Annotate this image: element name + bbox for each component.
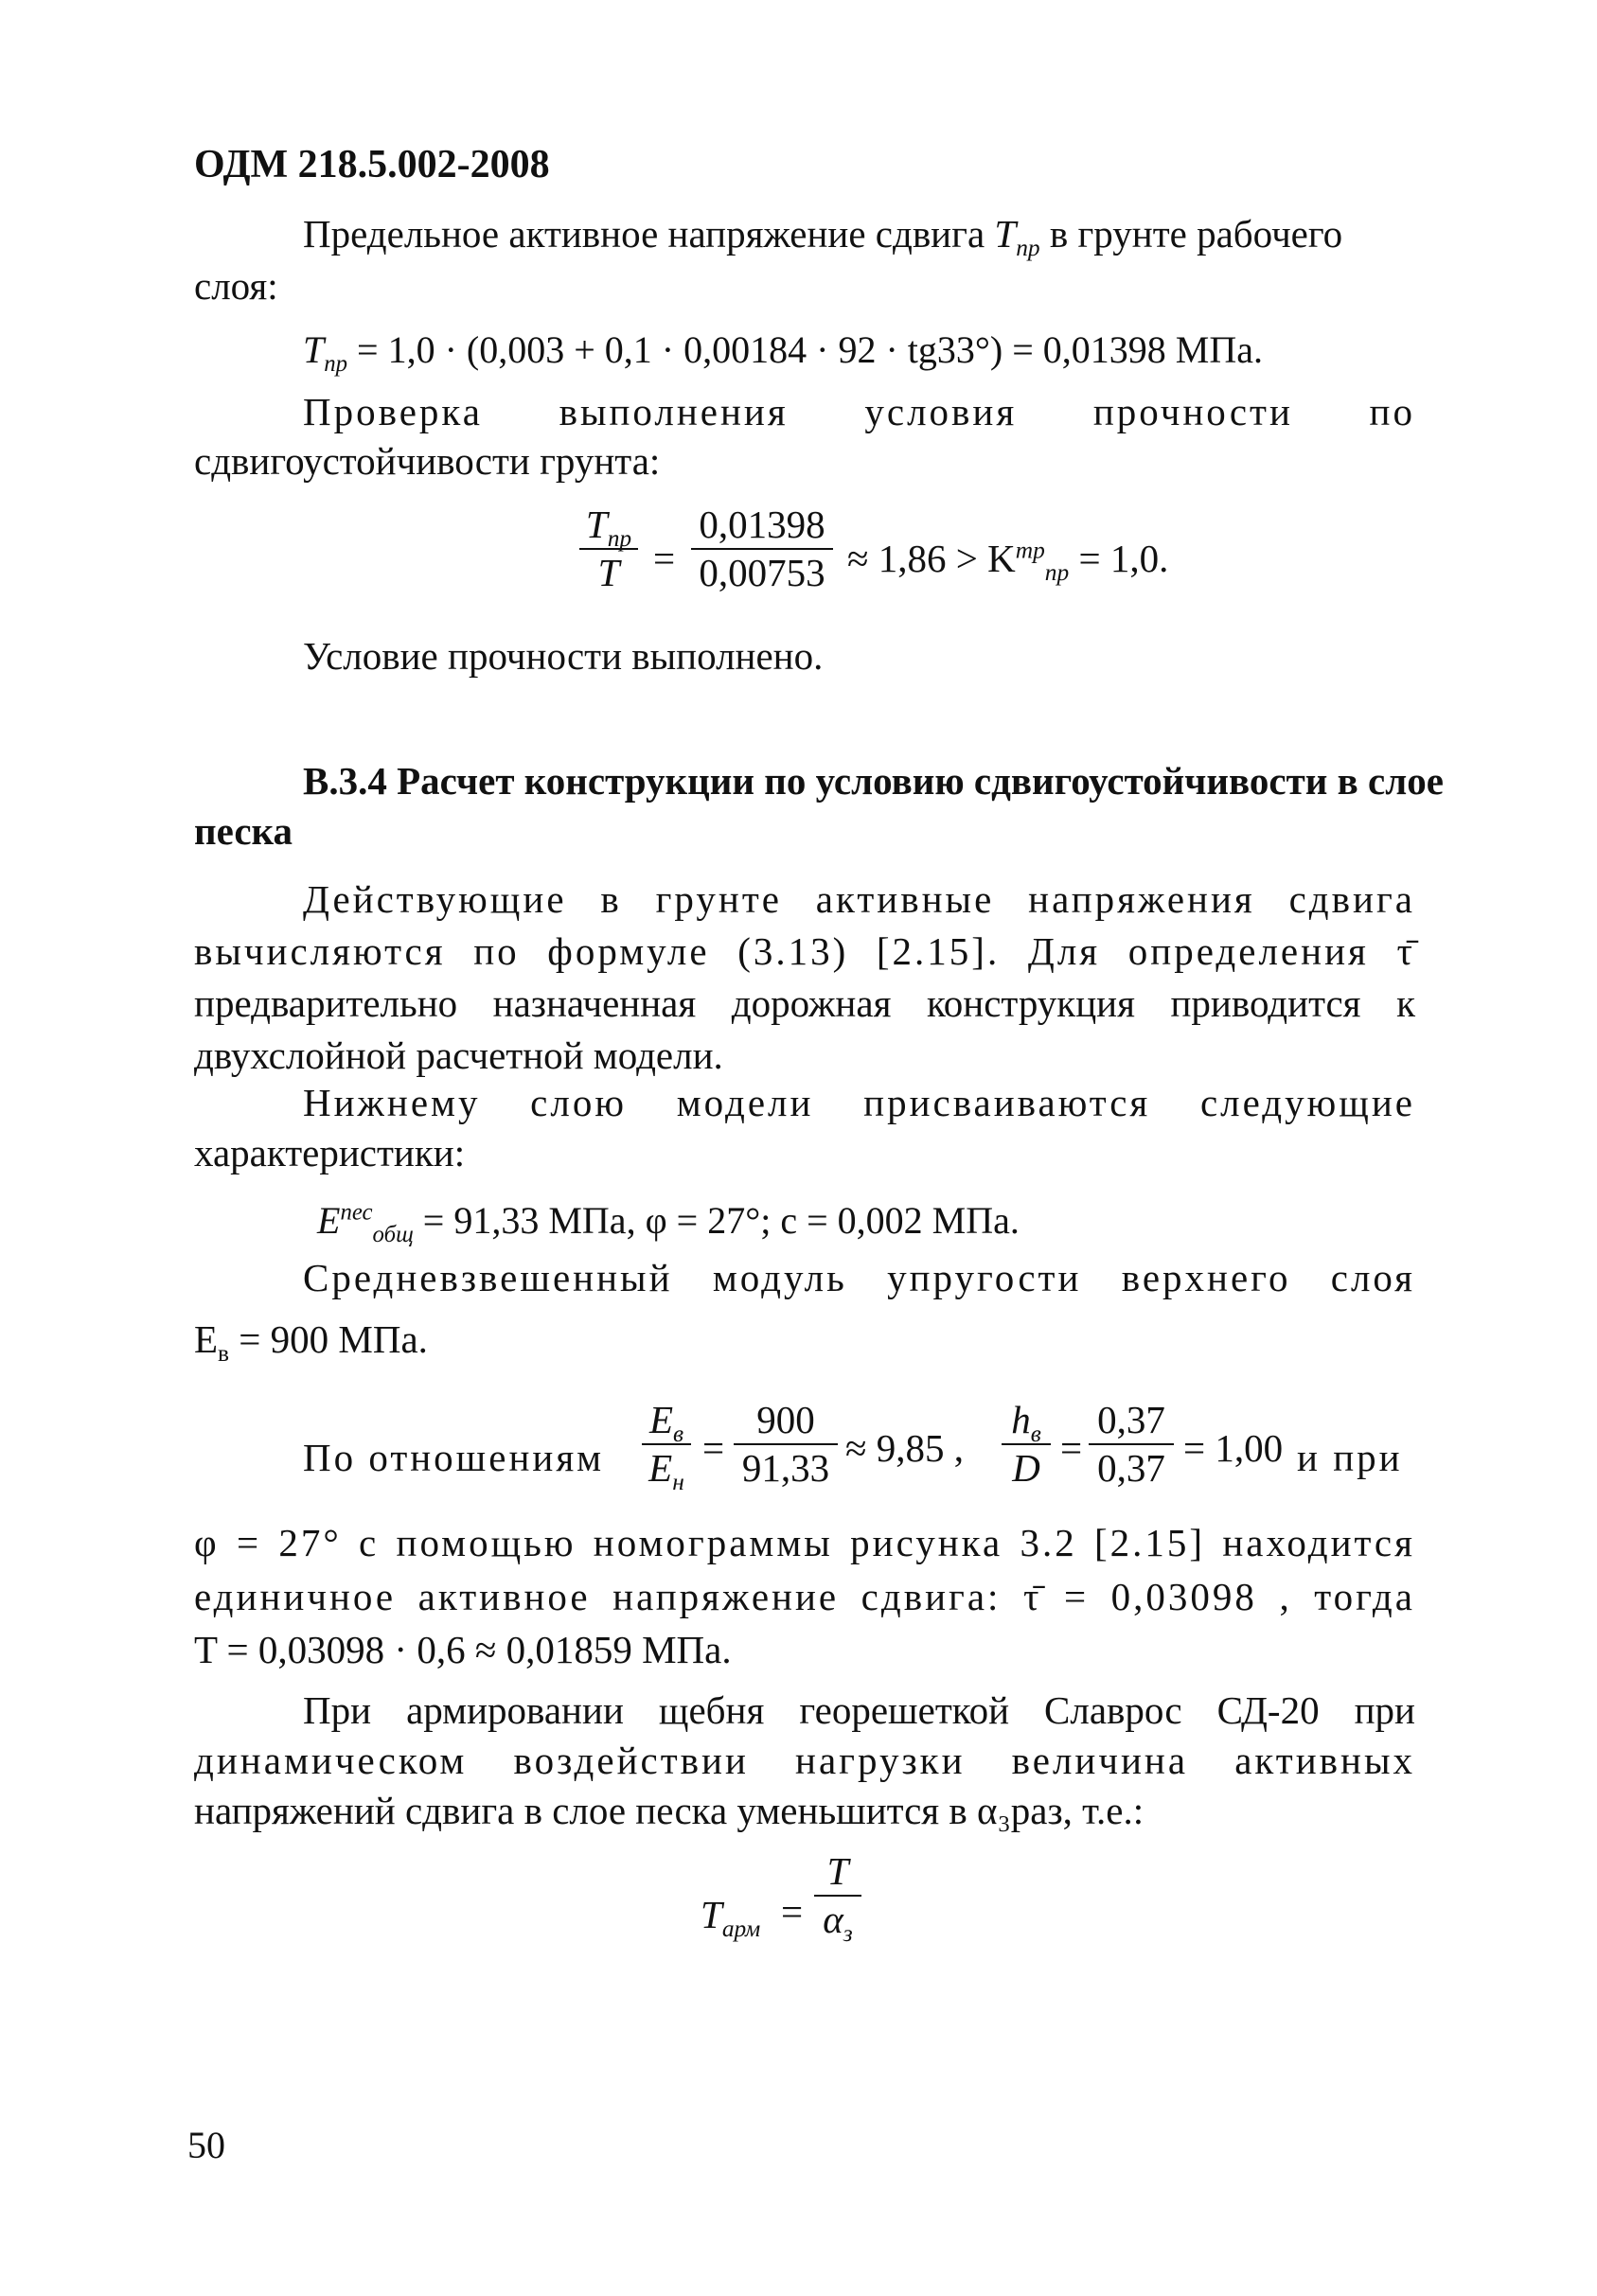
paragraph-line: динамическом воздействии нагрузки величина активных (194, 1739, 1415, 1782)
paragraph-line (303, 210, 1343, 262)
section-heading-cont: песка (194, 809, 293, 853)
text-span: Предельное активное напряжение сдвига (303, 212, 985, 256)
paragraph-line: вычисляются по формуле (3.13) [2.15]. Для определения τ̄ (194, 929, 1415, 973)
paragraph-line: T = 0,03098 · 0,6 ≈ 0,01859 МПа. (194, 1628, 732, 1671)
fraction: $h_в$ D (1002, 1399, 1051, 1490)
fraction: $E_в$ $E_н$ (642, 1399, 691, 1490)
section-heading: В.3.4 Расчет конструкции по условию сдвигоустойчивости в слое (303, 759, 1444, 803)
paragraph-line: слоя: (194, 264, 278, 308)
formula-sand-params: $E^{пес}_{общ} = 91,33$ МПа, φ = 27°; c = 0,002 МПа. (317, 1199, 1020, 1247)
page-number: 50 (187, 2124, 225, 2166)
paragraph-line: При армировании щебня георешеткой Славрос СД-20 при (303, 1688, 1415, 1732)
fraction: $T_{пр}$ T (579, 503, 638, 594)
formula-shear-limit: $T_{пр} = 1,0 \cdot (0,003 + 0,1 \cdot 0,00184 \cdot 92 \cdot tg33^\circ) = 0,01398$ МПа. (303, 328, 1263, 377)
text-span: в грунте рабочего (1049, 212, 1343, 256)
document-code: ОДМ 218.5.002-2008 (194, 143, 550, 186)
paragraph-line: Нижнему слою модели присваиваются следующие (303, 1081, 1415, 1124)
symbol-T: $T_{пр}$ (994, 212, 1040, 262)
paragraph-line: напряжений сдвига в слое песка уменьшится в α₃раз, т.е.: (194, 1789, 1145, 1832)
paragraph-line: характеристики: (194, 1131, 466, 1174)
paragraph-line: $E_в = 900$ МПа. (194, 1317, 428, 1368)
paragraph-line: φ = 27° с помощью номограммы рисунка 3.2 [2.15] находится (194, 1521, 1415, 1564)
fraction: T $\alpha_з$ (814, 1850, 861, 1941)
fraction: 0,37 0,37 (1089, 1399, 1174, 1490)
paragraph-line: двухслойной расчетной модели. (194, 1033, 723, 1077)
paragraph-line: Действующие в грунте активные напряжения сдвига (303, 877, 1415, 921)
paragraph-line: Проверка выполнения условия прочности по (303, 390, 1415, 433)
paragraph-line: единичное активное напряжение сдвига: τ̄ = 0,03098 , тогда (194, 1575, 1415, 1618)
paragraph-line: Средневзвешенный модуль упругости верхнего слоя (303, 1256, 1415, 1299)
fraction: 0,01398 0,00753 (691, 503, 833, 594)
paragraph-line: сдвигоустойчивости грунта: (194, 439, 661, 483)
paragraph-line: Условие прочности выполнено. (303, 634, 824, 678)
document-page: ОДМ 218.5.002-2008 Предельное активное напряжение сдвига $T_{пр}$ в грунте рабочего слоя: $T_{пр} = 1,0 \cdot (0,003 + 0,1 \cdot 0,00184 \cdot 92 \cdot tg33^\circ) = 0,01398$ МПа. Проверка выполнения условия прочности по сдвигоустойчивости грунта: $T_{пр}$ T = 0,01398 0,00753 ≈ $1,86 > K^{тр}_{пр} = 1,0$. Условие прочности выполнено. В.3.4 Расчет конструкции по условию сдвигоустойчивости в слое песка Действующие в грунте активные напряжения сдвига вычисляются по формуле (3.13) [2.15]. Для определения τ̄ предварительно назначенная дорожная конструкция приводится к двухслойной расчетной модели. Нижнему слою модели присваиваются следующие характеристики: $E^{пес}_{общ} = 91,33$ МПа, φ = 27°; c = 0,002 МПа. Средневзвешенный модуль упругости верхнего слоя $E_в = 900$ МПа. По отношениям $E_в$ $E_н$ = 900 91,33 ≈ 9,85 , $h_в$ D = 0,37 0,37 = 1,00 и при φ = 27° с помощью номограммы рисунка 3.2 [2.15] находится единичное активное напряжение сдвига: τ̄ = 0,03098 , тогда T = 0,03098 · 0,6 ≈ 0,01859 МПа. При армировании щебня георешеткой Славрос СД-20 при динамическом воздействии нагрузки величина активных напряжений сдвига в слое песка уменьшится в α₃раз, т.е.: $T_{арм}$ = T $\alpha_з$ 50 (0, 0, 1597, 2296)
fraction: 900 91,33 (734, 1399, 838, 1490)
paragraph-line: предварительно назначенная дорожная конструкция приводится к (194, 981, 1415, 1025)
